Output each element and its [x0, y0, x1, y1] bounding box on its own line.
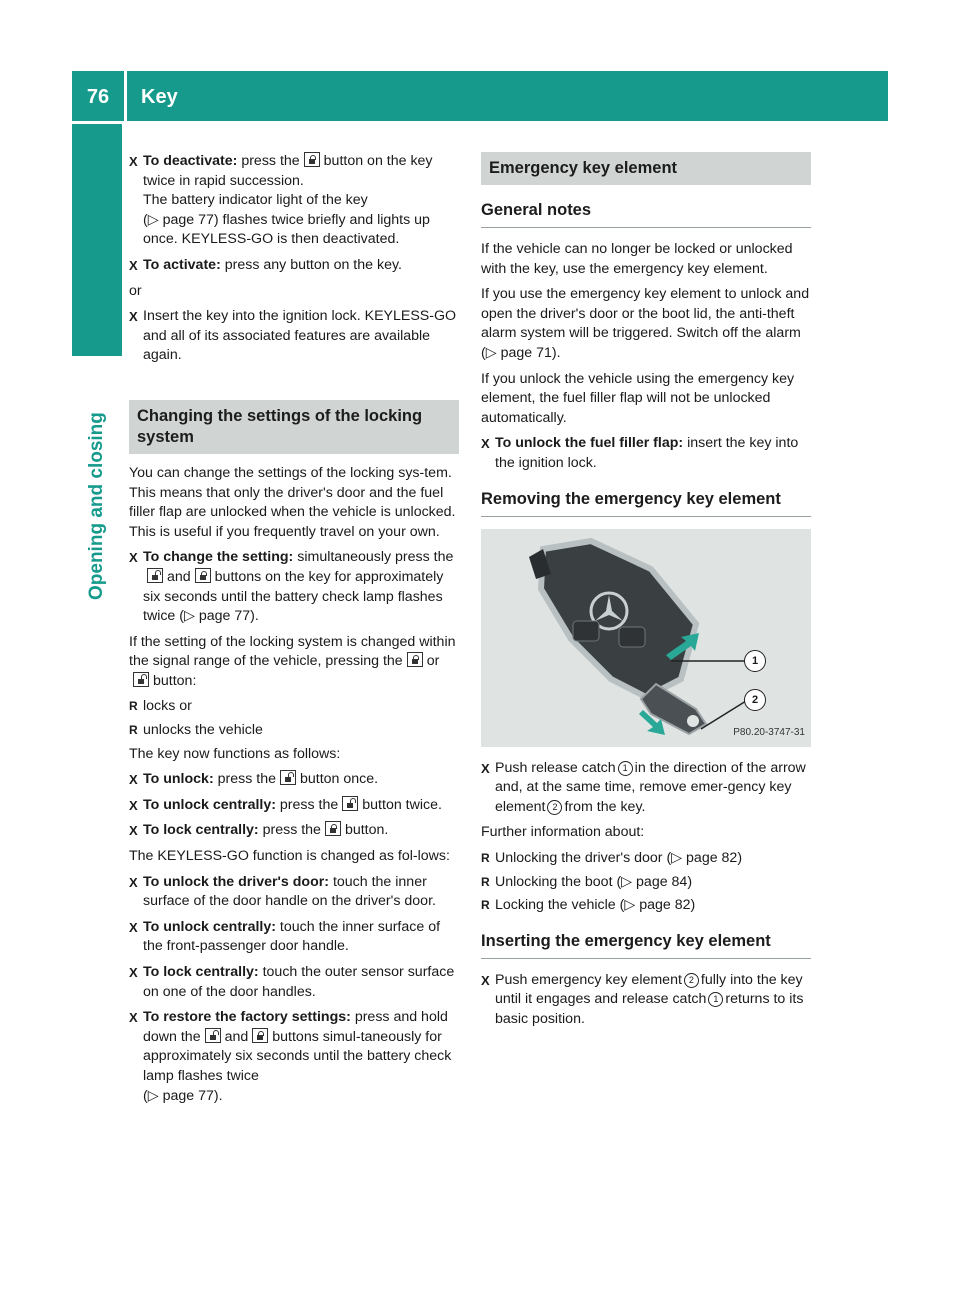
step-unlock-centrally: X To unlock centrally: press the button twice.: [129, 796, 459, 816]
page-title: Key: [141, 86, 178, 108]
key-illustration: [481, 529, 811, 747]
further-info-heading: Further information about:: [481, 824, 645, 841]
callout-ref-2: 2: [684, 973, 699, 988]
subheading-inserting: Inserting the emergency key element: [481, 930, 811, 959]
step-push-insert: X Push emergency key element 2 fully into the key until it engages and release catch 1 returns to its basic position.: [481, 971, 811, 1030]
unlock-button-icon: [205, 1028, 221, 1043]
paragraph: If you use the emergency key element to unlock and open the driver's door or the boot lid, the anti-theft alarm system will be triggered. Switch off the alarm (▷ page 71).: [481, 286, 810, 361]
functions-text: The key now functions as follows:: [129, 745, 341, 762]
step-unlock-fuel-flap: X To unlock the fuel filler flap: insert the key into the ignition lock.: [481, 434, 811, 473]
locking-intro: You can change the settings of the locking sys-tem. This means that only the driver's door and the fuel filler flap are unlocked when the vehicle is unlocked. This is useful if you frequently travel on your own.: [129, 464, 456, 540]
step-lock-centrally: X To lock centrally: press the button.: [129, 821, 459, 841]
step-restore-factory: X To restore the factory settings: press and hold down the and buttons simul-taneously for approximately six seconds until the battery check lamp flashes twice (▷ page 77).: [129, 1008, 459, 1106]
unlock-button-icon: [147, 568, 163, 583]
or-text: or: [129, 282, 142, 299]
section-heading-emergency-key: Emergency key element: [481, 152, 811, 185]
subheading-removing: Removing the emergency key element: [481, 488, 811, 517]
page-number: 76: [86, 86, 110, 108]
step-deactivate: X To deactivate: press the button on the key twice in rapid succession. The battery indicator light of the key (▷ page 77) flashes twice briefly and lights up once. KEYLESS-GO is then deactivated.: [129, 152, 459, 250]
lock-button-icon: [252, 1028, 268, 1043]
step-insert-key: X Insert the key into the ignition lock. KEYLESS-GO and all of its associated features are available again.: [129, 307, 459, 366]
step-push-release: X Push release catch 1 in the direction of the arrow and, at the same time, remove emer-gency key element 2 from the key.: [481, 759, 811, 818]
unlock-button-icon: [280, 770, 296, 785]
lock-button-icon: [325, 821, 341, 836]
key-drawing-icon: [481, 529, 811, 747]
page-header: [72, 71, 888, 121]
right-column: [481, 152, 811, 1035]
subheading-general-notes: General notes: [481, 199, 811, 228]
paragraph: If the vehicle can no longer be locked or unlocked with the key, use the emergency key element.: [481, 241, 793, 277]
setting-changed-text: If the setting of the locking system is changed within the signal range of the vehicle, pressing the orbutton:: [129, 633, 456, 689]
step-activate: X To activate: press any button on the key.: [129, 256, 459, 276]
unlock-button-icon: [133, 672, 149, 687]
left-column: [129, 152, 459, 1112]
step-lock-centrally-keyless: X To lock centrally: touch the outer sensor surface on one of the door handles.: [129, 963, 459, 1002]
list-item: R Locking the vehicle (▷ page 82): [481, 896, 811, 916]
list-item: R unlocks the vehicle: [129, 721, 459, 741]
unlock-button-icon: [342, 796, 358, 811]
keyless-changed-text: The KEYLESS-GO function is changed as fol-lows:: [129, 848, 450, 865]
section-heading-locking-settings: Changing the settings of the locking system: [129, 400, 459, 454]
step-unlock: X To unlock: press the button once.: [129, 770, 459, 790]
list-item: R locks or: [129, 697, 459, 717]
lock-button-icon: [195, 568, 211, 583]
step-unlock-drivers-door: X To unlock the driver's door: touch the inner surface of the door handle on the driver's door.: [129, 873, 459, 912]
list-item: R Unlocking the driver's door (▷ page 82): [481, 849, 811, 869]
callout-ref-1: 1: [618, 761, 633, 776]
lock-button-icon: [407, 652, 423, 667]
callout-1: 1: [744, 650, 766, 672]
paragraph: If you unlock the vehicle using the emergency key element, the fuel filler flap will not be unlocked automatically.: [481, 370, 795, 426]
callout-2: 2: [744, 689, 766, 711]
list-item: R Unlocking the boot (▷ page 84): [481, 873, 811, 893]
step-change-setting: X To change the setting: simultaneously press theand buttons on the key for approximately six seconds until the battery check lamp flashes twice (▷ page 77).: [129, 548, 459, 626]
lock-button-icon: [304, 152, 320, 167]
step-unlock-centrally-keyless: X To unlock centrally: touch the inner surface of the front-passenger door handle.: [129, 918, 459, 957]
header-divider: [124, 71, 127, 121]
callout-ref-1: 1: [708, 992, 723, 1007]
chapter-tab: [72, 124, 122, 356]
callout-ref-2: 2: [547, 800, 562, 815]
figure-code: P80.20-3747-31: [733, 726, 805, 738]
